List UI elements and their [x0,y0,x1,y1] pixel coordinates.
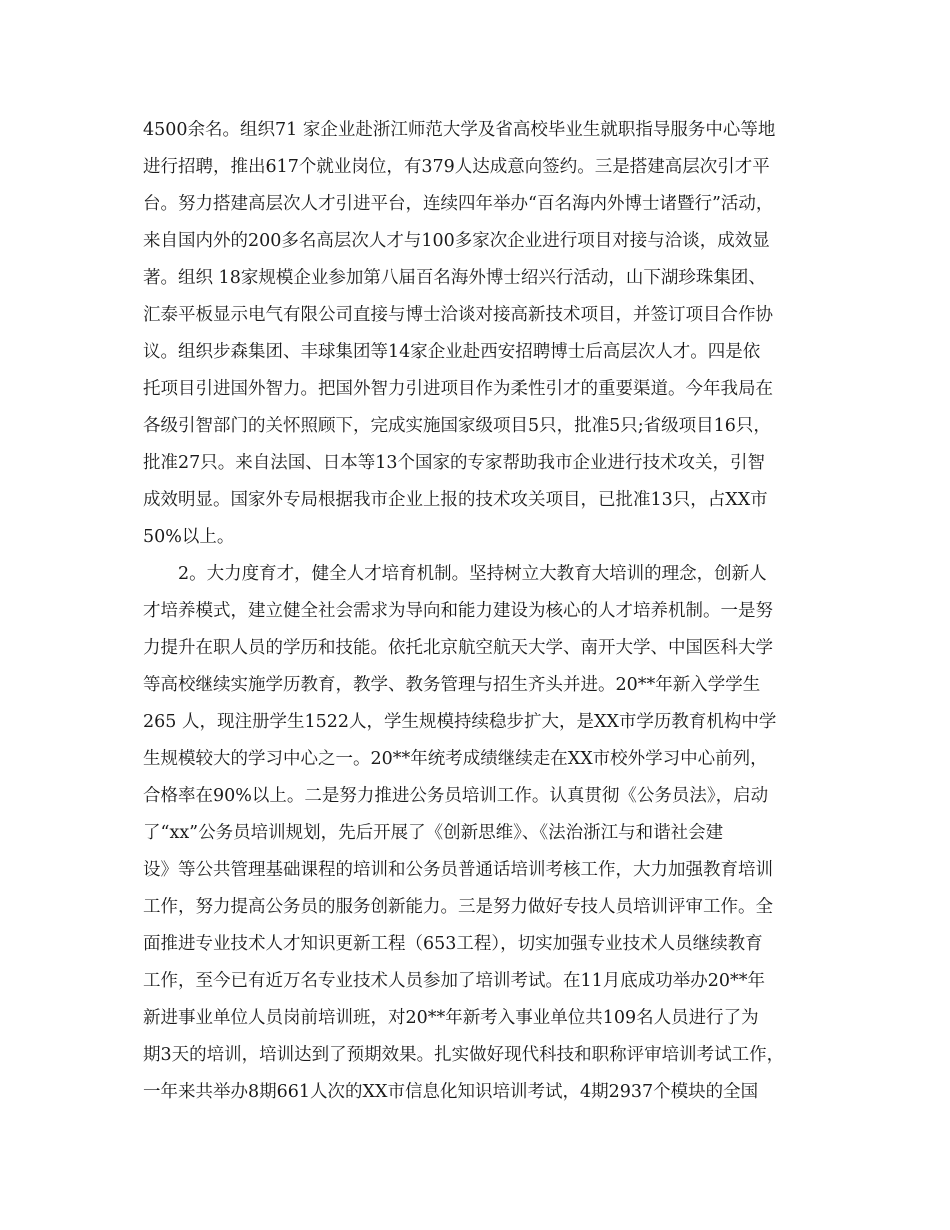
paragraph-start-line: 2。大力度育才，健全人才培育机制。坚持树立大教育大培训的理念，创新人 [178,564,767,584]
text-line: 才培养模式，建立健全社会需求为导向和能力建设为核心的人才培养机制。一是努 [143,601,773,621]
text-line: 了“xx”公务员培训规划，先后开展了《创新思维》、《法治浙江与和谐社会建 [143,823,724,843]
text-line: 期3天的培训，培训达到了预期效果。扎实做好现代科技和职称评审培训考试工作， [143,1045,785,1065]
text-line: 设》等公共管理基础课程的培训和公务员普通话培训考核工作，大力加强教育培训 [143,860,773,880]
text-line: 265 人，现注册学生1522人，学生规模持续稳步扩大，是XX市学历教育机构中学 [143,712,777,732]
text-line: 面推进专业技术人才知识更新工程（653工程），切实加强专业技术人员继续教育 [143,934,763,954]
text-line: 汇泰平板显示电气有限公司直接与博士洽谈对接高新技术项目，并签订项目合作协 [143,305,773,325]
text-line: 批准27只。来自法国、日本等13个国家的专家帮助我市企业进行技术攻关，引智 [143,453,766,473]
text-line: 力提升在职人员的学历和技能。依托北京航空航天大学、南开大学、中国医科大学 [143,638,773,658]
text-line: 合格率在90%以上。二是努力推进公务员培训工作。认真贯彻《公务员法》，启动 [143,786,769,806]
text-line: 托项目引进国外智力。把国外智力引进项目作为柔性引才的重要渠道。今年我局在 [143,379,773,399]
text-line: 等高校继续实施学历教育，教学、教务管理与招生齐头并进。20**年新入学学生 [143,675,761,695]
text-line: 著。组织 18家规模企业参加第八届百名海外博士绍兴行活动，山下湖珍珠集团、 [143,268,766,288]
text-line: 成效明显。国家外专局根据我市企业上报的技术攻关项目，已批准13只，占XX市 [143,490,768,510]
text-line: 生规模较大的学习中心之一。20**年统考成绩继续走在XX市校外学习中心前列， [143,749,768,769]
text-line: 一年来共举办8期661人次的XX市信息化知识培训考试，4期2937个模块的全国 [143,1082,759,1102]
text-line: 议。组织步森集团、丰球集团等14家企业赴西安招聘博士后高层次人才。四是依 [143,342,761,362]
text-line: 各级引智部门的关怀照顾下，完成实施国家级项目5只，批准5只;省级项目16只， [143,416,771,436]
text-line: 来自国内外的200多名高层次人才与100多家次企业进行项目对接与洽谈，成效显 [143,231,770,251]
text-line: 台。努力搭建高层次人才引进平台，连续四年举办“百名海内外博士诸暨行”活动， [143,194,774,214]
text-line: 工作，至今已有近万名专业技术人员参加了培训考试。在11月底成功举办20**年 [143,971,766,991]
text-line: 进行招聘，推出617个就业岗位，有379人达成意向签约。三是搭建高层次引才平 [143,157,770,177]
text-line: 4500余名。组织71 家企业赴浙江师范大学及省高校毕业生就职指导服务中心等地 [143,120,776,140]
text-line: 50%以上。 [143,527,235,547]
text-line: 新进事业单位人员岗前培训班，对20**年新考入事业单位共109名人员进行了为 [143,1008,759,1028]
text-line: 工作，努力提高公务员的服务创新能力。三是努力做好专技人员培训评审工作。全 [143,897,773,917]
